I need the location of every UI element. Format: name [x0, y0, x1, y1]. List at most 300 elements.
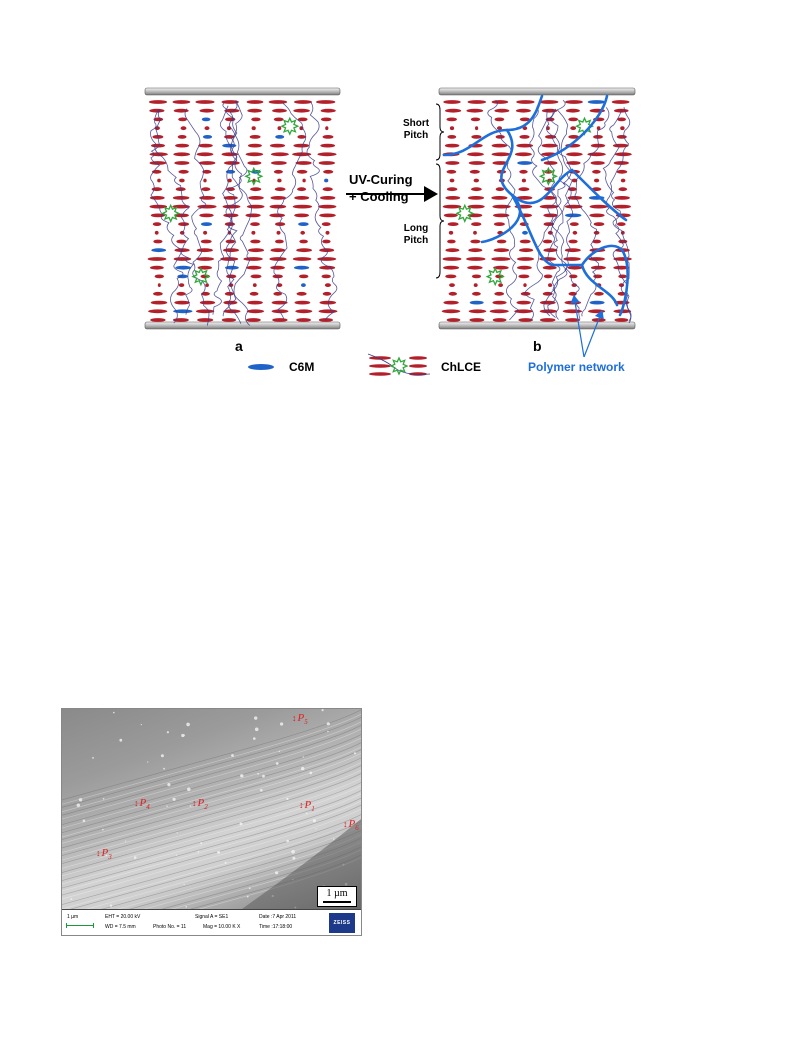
sem-particle	[167, 731, 169, 733]
panel-a-mesogen	[197, 318, 213, 322]
panel-a-c6m-molecule	[298, 222, 309, 226]
sem-particle	[190, 805, 191, 806]
panel-b-mesogen	[448, 222, 459, 226]
panel-a-mesogen	[201, 240, 212, 244]
panel-a-mesogen	[277, 231, 281, 235]
legend-chlce-mesogen	[369, 364, 391, 368]
sem-particle	[181, 734, 184, 737]
panel-b-mesogen	[543, 266, 557, 270]
panel-a-mesogen	[270, 205, 287, 209]
panel-a-mesogen	[293, 257, 312, 261]
panel-b-mesogen	[568, 266, 583, 270]
panel-b-mesogen	[469, 309, 487, 313]
panel-b-mesogen	[470, 170, 480, 174]
panel-b-mesogen	[620, 126, 624, 130]
panel-b-mesogen	[594, 179, 599, 183]
panel-a-mesogen	[325, 283, 331, 287]
panel-b-c6m-molecule	[470, 301, 484, 305]
panel-b-mesogen	[617, 135, 627, 139]
panel-a-mesogen	[150, 266, 164, 270]
panel-b-mesogen	[617, 170, 628, 174]
sem-particle	[184, 884, 185, 885]
panel-b-mesogen	[519, 170, 527, 174]
panel-b-mesogen	[443, 257, 462, 261]
panel-a-mesogen	[299, 275, 308, 279]
panel-b-mesogen	[443, 100, 460, 104]
panel-b-mesogen	[449, 231, 453, 235]
panel-b-mesogen	[568, 118, 578, 122]
panel-b-mesogen	[445, 275, 456, 279]
panel-a-mesogen	[319, 309, 338, 313]
panel-a-mesogen	[274, 170, 283, 174]
panel-a-mesogen	[151, 301, 168, 305]
sem-particle	[315, 828, 316, 829]
panel-b-mesogen	[446, 118, 457, 122]
sem-particle	[113, 712, 115, 714]
panel-a-mesogen	[201, 187, 210, 191]
panel-a-c6m-molecule	[201, 222, 212, 226]
panel-a-mesogen	[270, 266, 285, 270]
panel-a-mesogen	[275, 187, 286, 191]
sem-particle	[177, 832, 178, 833]
panel-a-mesogen	[322, 240, 330, 244]
panel-a-mesogen	[222, 318, 236, 322]
panel-a-mesogen	[320, 301, 337, 305]
panel-a-mesogen	[199, 161, 216, 165]
sem-particle	[147, 761, 148, 762]
long-pitch-line1: Long	[403, 223, 429, 234]
panel-a-mesogen	[155, 231, 159, 235]
panel-a-mesogen	[247, 109, 262, 113]
panel-b-mesogen	[496, 135, 505, 139]
legend-chlce-mesogen	[369, 372, 391, 376]
panel-a-mesogen	[293, 205, 312, 209]
sem-particle	[119, 739, 122, 742]
sem-particle	[301, 767, 304, 770]
short-pitch-line2: Pitch	[403, 130, 429, 141]
info-scale-bar	[66, 925, 94, 926]
panel-b-mesogen	[445, 161, 459, 165]
panel-a-mesogen	[296, 318, 311, 322]
info-wd: WD = 7.5 mm	[105, 924, 136, 930]
panel-a-mesogen	[203, 231, 207, 235]
panel-b-mesogen	[593, 275, 602, 279]
panel-a-mesogen	[195, 100, 214, 104]
panel-b-mesogen	[588, 257, 605, 261]
panel-a-mesogen	[320, 196, 335, 200]
panel-a-mesogen	[321, 118, 332, 122]
panel-a-mesogen	[274, 118, 284, 122]
panel-a-mesogen	[179, 283, 184, 287]
panel-b-mesogen	[569, 240, 578, 244]
panel-a-mesogen	[246, 152, 264, 156]
legend-chlce-mesogen	[409, 364, 427, 368]
panel-a-mesogen	[223, 214, 238, 218]
panel-b-mesogen	[474, 283, 478, 287]
sem-particle	[292, 857, 295, 860]
short-pitch-brace	[436, 104, 444, 160]
sem-particle	[313, 819, 316, 822]
sem-image	[62, 709, 361, 909]
panel-b-mesogen	[615, 318, 629, 322]
legend-chiral-icon	[391, 358, 407, 374]
sem-particle	[185, 906, 187, 908]
panel-b-mesogen	[539, 100, 558, 104]
panel-a-mesogen	[250, 187, 261, 191]
double-arrow-icon: ↕	[192, 798, 197, 808]
panel-b-mesogen	[590, 205, 608, 209]
panel-a-mesogen	[178, 135, 187, 139]
panel-a-mesogen	[294, 196, 309, 200]
scale-bar-label: 1 µm	[326, 888, 348, 899]
short-pitch-label	[398, 118, 434, 142]
panel-a-mesogen	[297, 187, 306, 191]
info-eht: EHT = 20.00 kV	[105, 914, 141, 920]
panel-a-mesogen	[297, 170, 308, 174]
panel-a-c6m-molecule	[202, 118, 211, 122]
panel-a-mesogen	[176, 292, 185, 296]
panel-b-mesogen	[544, 161, 558, 165]
long-pitch-label	[398, 223, 434, 247]
panel-b-mesogen	[570, 126, 576, 130]
panel-a-mesogen	[203, 179, 206, 183]
panel-b-mesogen	[447, 170, 457, 174]
panel-a-mesogen	[250, 240, 260, 244]
panel-b-mesogen	[516, 100, 534, 104]
panel-a-mesogen	[318, 205, 336, 209]
panel-a-mesogen	[269, 100, 288, 104]
panel-a-mesogen	[200, 109, 215, 113]
panel-a-mesogen	[299, 240, 308, 244]
panel-b-c6m-molecule	[522, 231, 528, 235]
panel-a-mesogen	[148, 257, 167, 261]
panel-a-mesogen	[322, 275, 331, 279]
panel-a-mesogen	[247, 100, 264, 104]
sem-particle	[77, 804, 80, 807]
sem-particle	[173, 798, 176, 801]
arrow-label-line2: + Cooling	[349, 189, 409, 204]
panel-b-c6m-molecule	[588, 100, 606, 104]
panel-b-mesogen	[592, 170, 601, 174]
panel-b-mesogen	[589, 214, 604, 218]
panel-b-mesogen	[517, 257, 534, 261]
polymer-network-label: Polymer network	[528, 360, 625, 374]
panel-a-chiral-crosslinker-icon	[282, 118, 298, 134]
pitch-marker-p5: $↕P_5$	[292, 712, 308, 727]
panel-a-mesogen	[271, 161, 287, 165]
panel-b-mesogen	[619, 187, 628, 191]
panel-a-mesogen	[181, 126, 187, 130]
panel-a-mesogen	[251, 275, 262, 279]
panel-b-mesogen	[591, 144, 605, 148]
panel-b-mesogen	[565, 301, 582, 305]
panel-a-mesogen	[152, 187, 163, 191]
scale-bar	[317, 886, 357, 907]
panel-a-mesogen	[178, 170, 188, 174]
panel-b-mesogen	[588, 309, 605, 313]
panel-a-mesogen	[155, 275, 164, 279]
panel-b-mesogen	[612, 100, 630, 104]
long-pitch-line2: Pitch	[403, 235, 429, 246]
panel-a-mesogen	[153, 292, 163, 296]
double-arrow-icon: ↕	[343, 819, 348, 829]
panel-b-mesogen	[445, 248, 459, 252]
panel-b-mesogen	[570, 222, 579, 226]
panel-a-mesogen	[197, 152, 214, 156]
panel-a-c6m-molecule	[324, 179, 328, 183]
panel-a-mesogen	[253, 283, 257, 287]
panel-b-mesogen	[467, 152, 484, 156]
panel-a-mesogen	[246, 266, 261, 270]
panel-a-mesogen	[321, 109, 336, 113]
panel-b-mesogen	[444, 214, 458, 218]
panel-a-c6m-molecule	[275, 135, 284, 139]
panel-a-mesogen	[322, 222, 331, 226]
sem-particle	[79, 798, 82, 801]
info-signal: Signal A = SE1	[195, 914, 229, 920]
sem-particle	[92, 757, 94, 759]
network-pointer-arrow	[584, 311, 602, 357]
panel-a-mesogen	[272, 109, 287, 113]
arrow-label	[349, 171, 413, 205]
panel-b-mesogen	[565, 248, 581, 252]
arrow-label-line1: UV-Curing	[349, 172, 413, 187]
panel-a-mesogen	[247, 301, 263, 305]
panel-b-mesogen	[548, 283, 552, 287]
panel-a-mesogen	[247, 161, 261, 165]
panel-a-mesogen	[252, 126, 256, 130]
sem-particle	[275, 871, 278, 874]
panel-b-c6m-molecule	[565, 214, 581, 218]
panel-a-mesogen	[174, 161, 189, 165]
legend-c6m-label: C6M	[289, 360, 315, 374]
panel-b-mesogen	[445, 196, 460, 200]
sem-particle	[176, 854, 177, 855]
panel-a-mesogen	[178, 118, 187, 122]
panel-b-chiral-crosslinker-icon	[457, 205, 473, 221]
panel-b-bottom-plate	[439, 322, 635, 329]
sem-particle	[262, 775, 265, 778]
panel-a-mesogen	[297, 135, 305, 139]
panel-a-mesogen	[294, 100, 312, 104]
panel-a-mesogen	[173, 152, 190, 156]
sem-particle	[286, 840, 289, 843]
sem-particle	[309, 772, 312, 775]
panel-a-mesogen	[323, 135, 334, 139]
panel-b-mesogen	[450, 179, 455, 183]
panel-a-mesogen	[317, 152, 336, 156]
panel-b-mesogen	[522, 179, 526, 183]
sem-particle	[161, 754, 164, 757]
panel-a-mesogen	[271, 248, 286, 252]
panel-b-top-plate	[439, 88, 635, 95]
sem-particle	[231, 754, 234, 757]
panel-a-mesogen	[205, 126, 210, 130]
panel-b-mesogen	[443, 301, 458, 305]
panel-a-mesogen	[294, 214, 309, 218]
sem-particle	[225, 862, 227, 864]
pitch-marker-p4: $↕P_4$	[134, 797, 150, 812]
panel-b-mesogen	[519, 135, 529, 139]
scale-bar-line	[323, 901, 351, 903]
panel-b-mesogen	[442, 309, 461, 313]
panel-b-mesogen	[468, 248, 482, 252]
double-arrow-icon: ↕	[134, 798, 139, 808]
panel-a-mesogen	[243, 257, 262, 261]
sem-particle	[286, 798, 288, 800]
panel-b-mesogen	[517, 266, 532, 270]
pitch-marker-p3: $↕P_3$	[96, 847, 112, 862]
panel-a-mesogen	[153, 240, 162, 244]
panel-b-mesogen	[519, 248, 533, 252]
sem-particle	[125, 841, 126, 842]
panel-b-mesogen	[617, 222, 626, 226]
sem-particle	[110, 905, 112, 907]
panel-b-mesogen	[492, 100, 509, 104]
panel-b-mesogen	[569, 275, 577, 279]
sem-particle	[198, 851, 200, 853]
panel-a-mesogen	[157, 179, 161, 183]
panel-a-mesogen	[297, 292, 307, 296]
panel-a-mesogen	[323, 170, 333, 174]
sem-particle	[327, 731, 328, 732]
panel-a-mesogen	[247, 205, 265, 209]
panel-b-mesogen	[473, 231, 477, 235]
panel-b-mesogen	[621, 179, 626, 183]
panel-b-mesogen	[540, 318, 556, 322]
panel-a-mesogen	[302, 179, 305, 183]
panel-a-top-plate	[145, 88, 340, 95]
panel-a-label: a	[235, 338, 243, 354]
panel-b-mesogen	[494, 109, 509, 113]
sem-particle	[141, 724, 142, 725]
panel-b-mesogen	[494, 222, 505, 226]
short-pitch-line1: Short	[402, 118, 430, 129]
panel-b-mesogen	[468, 100, 487, 104]
panel-a-mesogen	[148, 309, 167, 313]
zeiss-logo: ZEISS	[329, 913, 355, 933]
panel-b-mesogen	[494, 248, 510, 252]
panel-b-mesogen	[573, 231, 578, 235]
panel-b-mesogen	[617, 118, 626, 122]
panel-b-mesogen	[515, 152, 532, 156]
double-arrow-icon: ↕	[299, 800, 304, 810]
panel-b-mesogen	[443, 266, 459, 270]
sem-particle	[333, 838, 335, 840]
panel-b-mesogen	[447, 240, 456, 244]
panel-b-mesogen	[445, 144, 460, 148]
panel-b-mesogen	[495, 118, 505, 122]
sem-texture	[62, 709, 361, 909]
sem-particle	[70, 898, 72, 900]
sem-particle	[186, 723, 190, 727]
panel-b-mesogen	[565, 100, 583, 104]
panel-b-mesogen	[594, 292, 604, 296]
panel-b-mesogen	[469, 161, 485, 165]
panel-a-mesogen	[251, 118, 260, 122]
panel-b-mesogen	[591, 161, 605, 165]
panel-b-mesogen	[466, 257, 485, 261]
panel-a-c6m-molecule	[203, 135, 212, 139]
double-arrow-icon: ↕	[292, 713, 297, 723]
panel-b-mesogen	[471, 118, 480, 122]
info-mag: Mag = 10.00 K X	[203, 924, 241, 930]
panel-b-mesogen	[566, 109, 580, 113]
sem-particle	[253, 737, 256, 740]
panel-b-mesogen	[520, 240, 531, 244]
panel-b-label: b	[533, 338, 542, 354]
panel-b-mesogen	[469, 318, 484, 322]
sem-particle	[134, 856, 137, 859]
panel-a-mesogen	[293, 109, 310, 113]
panel-a-mesogen	[250, 292, 259, 296]
sem-particle	[166, 806, 167, 807]
legend-c6m-swatch	[248, 364, 274, 370]
panel-a-polymer-chain	[307, 103, 337, 321]
panel-b-mesogen	[447, 187, 458, 191]
panel-a-mesogen	[173, 196, 190, 200]
panel-a-mesogen	[250, 222, 260, 226]
panel-a-mesogen	[246, 214, 261, 218]
panel-b-mesogen	[587, 152, 605, 156]
sem-particle	[102, 829, 104, 831]
panel-a-mesogen	[205, 283, 209, 287]
panel-b-mesogen	[445, 109, 461, 113]
schematic-figure	[0, 0, 793, 400]
sem-particle	[103, 798, 105, 800]
panel-a-mesogen	[325, 126, 328, 130]
sem-particle	[327, 722, 330, 725]
panel-b-mesogen	[466, 109, 483, 113]
sem-particle	[257, 773, 259, 775]
panel-a-mesogen	[150, 318, 165, 322]
panel-a-mesogen	[272, 318, 287, 322]
panel-a-chiral-crosslinker-icon	[163, 205, 179, 221]
info-time: Time :17:18:00	[259, 924, 293, 930]
panel-a-mesogen	[247, 309, 264, 313]
panel-a-mesogen	[295, 301, 311, 305]
panel-b-mesogen	[491, 257, 510, 261]
sem-info-bar	[62, 909, 361, 936]
panel-a-mesogen	[248, 196, 264, 200]
panel-a-mesogen	[300, 231, 305, 235]
panel-b-mesogen	[491, 196, 507, 200]
panel-a-mesogen	[149, 109, 164, 113]
panel-b-mesogen	[468, 196, 484, 200]
panel-b-mesogen	[563, 257, 580, 261]
panel-a-mesogen	[278, 126, 282, 130]
sem-particle	[249, 887, 251, 889]
panel-a-mesogen	[293, 144, 309, 148]
panel-a-mesogen	[326, 231, 330, 235]
sem-particle	[280, 722, 283, 725]
panel-a-mesogen	[316, 100, 335, 104]
sem-micrograph	[61, 708, 362, 936]
panel-a-mesogen	[175, 144, 189, 148]
legend-chlce-label: ChLCE	[441, 360, 481, 374]
panel-a-mesogen	[317, 257, 336, 261]
sem-particle	[260, 789, 263, 792]
panel-b-mesogen	[544, 275, 553, 279]
panel-b-mesogen	[492, 144, 508, 148]
panel-a-mesogen	[200, 301, 215, 305]
sem-particle	[217, 851, 220, 854]
polymer-network-strand	[482, 195, 520, 242]
panel-a-mesogen	[246, 318, 261, 322]
panel-a-mesogen	[319, 161, 335, 165]
panel-b-mesogen	[474, 179, 479, 183]
pitch-marker-p6: $↕P_6$	[343, 818, 359, 833]
